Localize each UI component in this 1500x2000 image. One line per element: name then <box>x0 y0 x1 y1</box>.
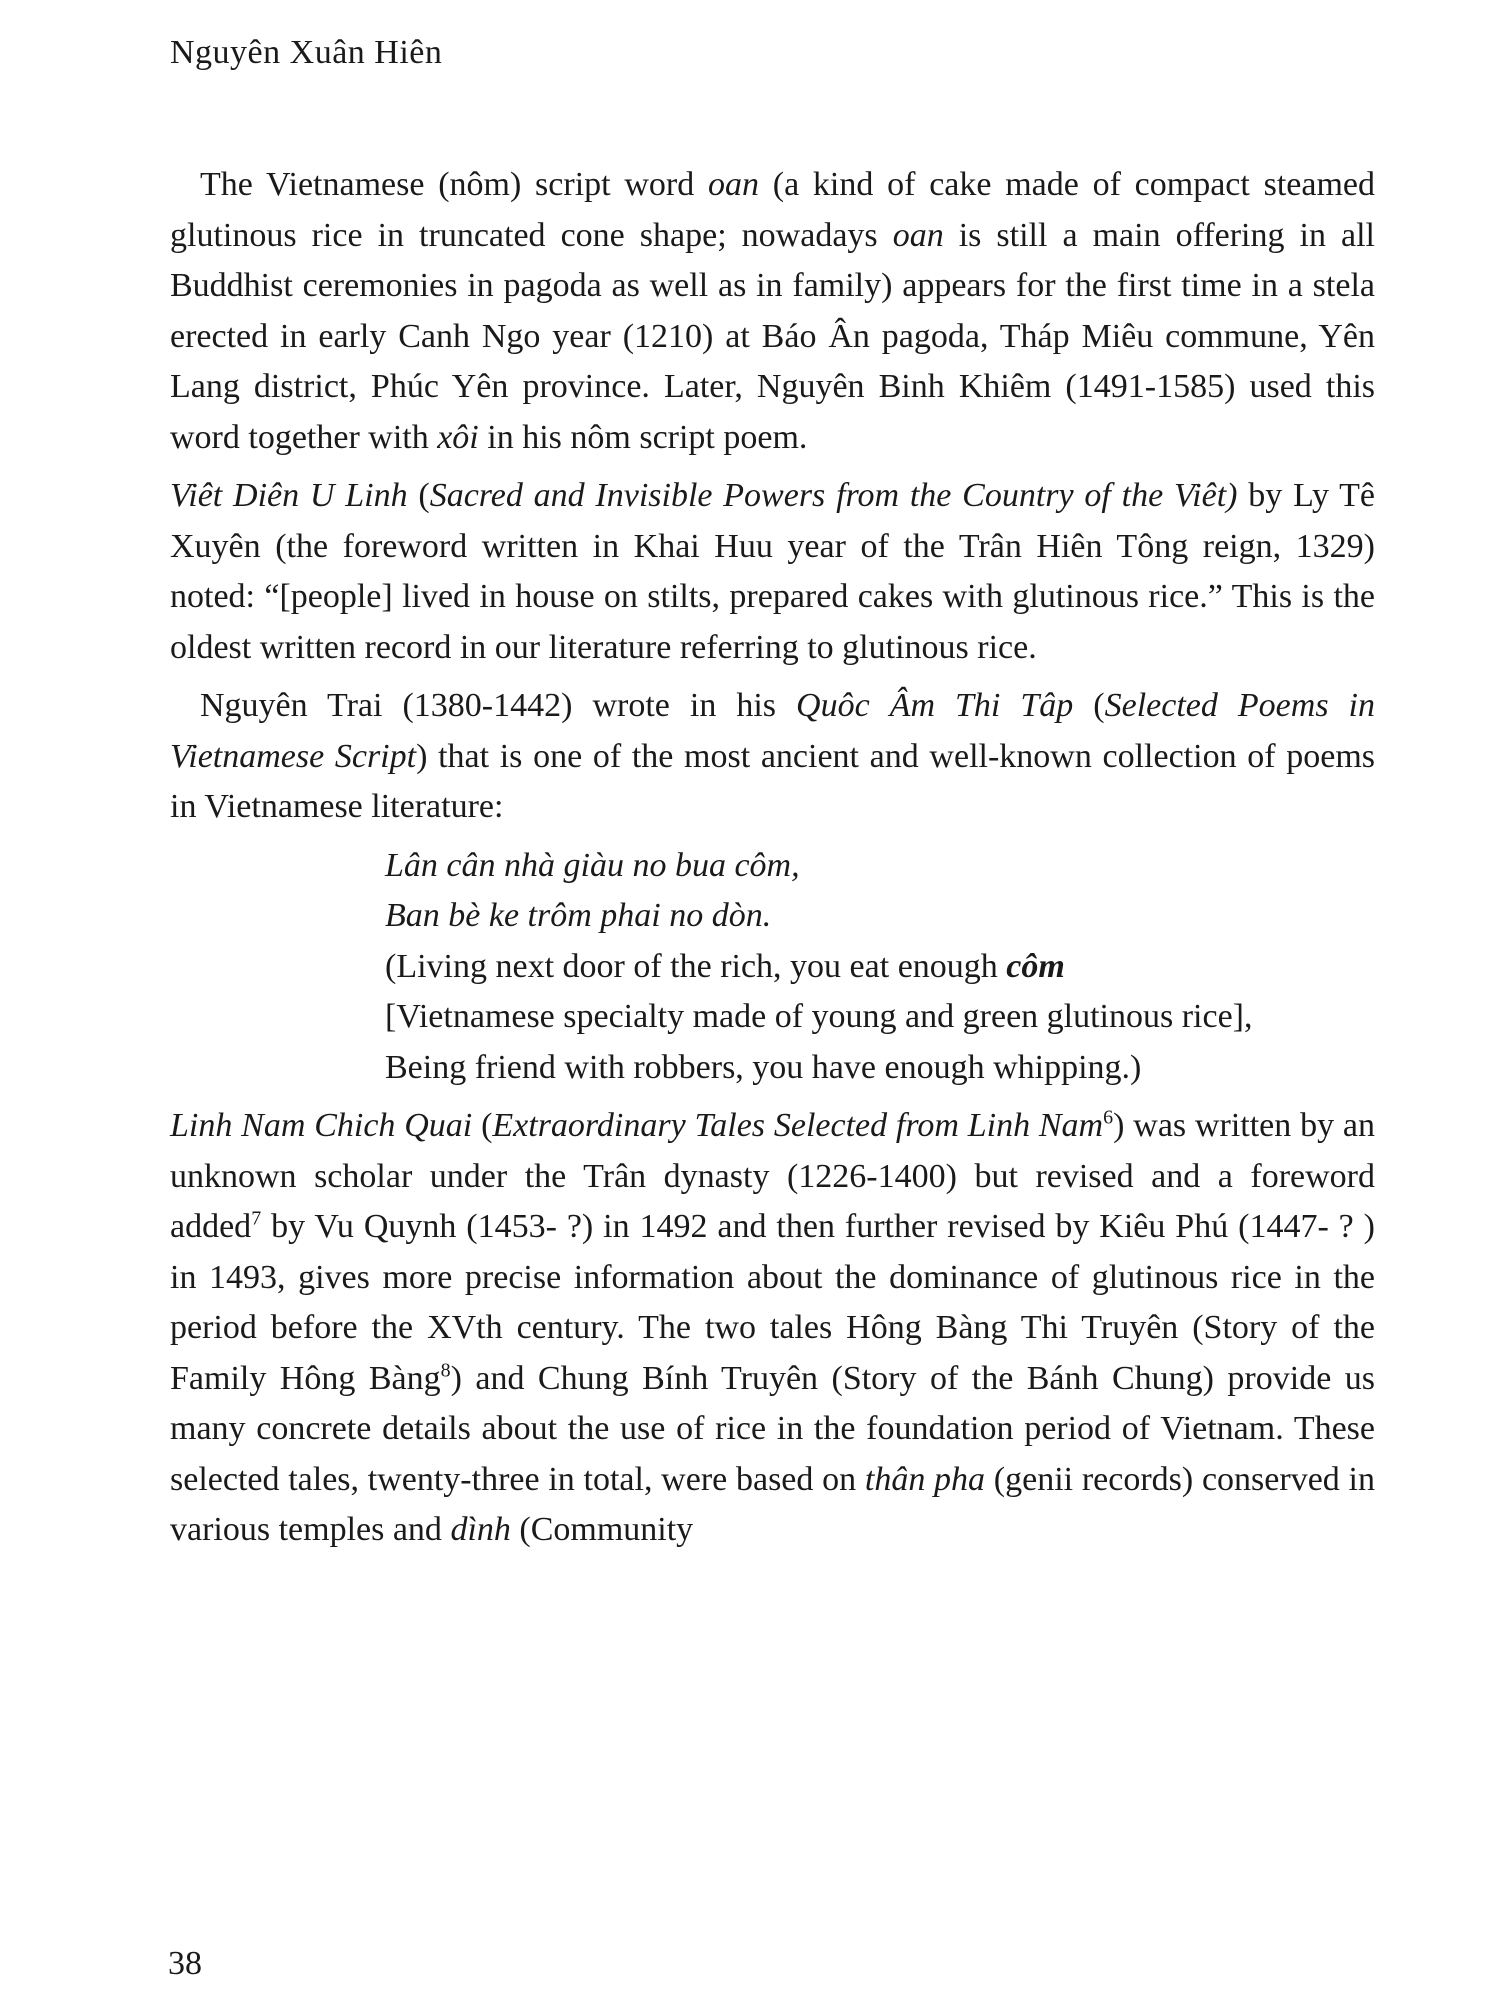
footnote-ref-7: 7 <box>251 1207 262 1230</box>
footnote-ref-8: 8 <box>440 1359 451 1382</box>
paragraph-linh-nam-chich-quai: Linh Nam Chich Quai (Extraordinary Tales Selected from Linh Nam$^6$) was written by an unknown scholar under the Trân dynasty (1226-1400) but revised and a foreword added$^7$ by Vu Quynh (1453- ?) in 1492 and then further revised by Kiêu Phú (1447- ? ) in 1493, gives more precise information about the dominance of glutinous rice in the period before the XVth century. The two tales Hông Bàng Thi Truyên (Story of the Family Hông Bàng$^8$) and Chung Bính Truyên (Story of the Bánh Chung) provide us many concrete details about the use of rice in the foundation period of Vietnam. These selected tales, twenty-three in total, were based on thân pha (genii records) conserved in various temples and dình (Community <box>170 1106 1375 1548</box>
verse-line-2: Ban bè ke trôm phai no dòn. <box>385 897 772 934</box>
paragraph-oan: The Vietnamese (nôm) script word oan (a kind of cake made of compact steamed glutinous rice in truncated cone shape; nowadays oan is still a main offering in all Buddhist ceremonies in pagoda as well as in family) appears for the first time in a stela erected in early Canh Ngo year (1210) at Báo Ân pagoda, Tháp Miêu commune, Yên Lang district, Phúc Yên province. Later, Nguyên Binh Khiêm (1491-1585) used this word together with xôi in his nôm script poem. <box>170 166 1375 456</box>
running-header: Nguyên Xuân Hiên <box>170 34 443 71</box>
verse-quotation <box>385 841 1375 1094</box>
verse-line-1: Lân cân nhà giàu no bua côm, <box>385 846 800 884</box>
verse-translation-line-3: Being friend with robbers, you have enough whipping.) <box>385 1048 1142 1086</box>
footnote-ref-6: 6 <box>1103 1106 1114 1129</box>
paragraph-nguyen-trai: Nguyên Trai (1380-1442) wrote in his Quôc Âm Thi Tâp (Selected Poems in Vietnamese Script) that is one of the most ancient and well-known collection of poems in Vietnamese literature: <box>170 687 1376 825</box>
verse-translation-line-1: (Living next door of the rich, you eat enough côm <box>385 947 1065 985</box>
page-number: 38 <box>168 1945 202 1982</box>
paragraph-viet-dien-u-linh: Viêt Diên U Linh (Sacred and Invisible Powers from the Country of the Viêt) by Ly Tê Xuyên (the foreword written in Khai Huu year of the Trân Hiên Tông reign, 1329) noted: “[people] lived in house on stilts, prepared cakes with glutinous rice.” This is the oldest written record in our literature referring to glutinous rice. <box>170 477 1375 666</box>
verse-translation-line-2: [Vietnamese specialty made of young and green glutinous rice], <box>385 998 1253 1035</box>
body-text <box>170 160 1375 1564</box>
